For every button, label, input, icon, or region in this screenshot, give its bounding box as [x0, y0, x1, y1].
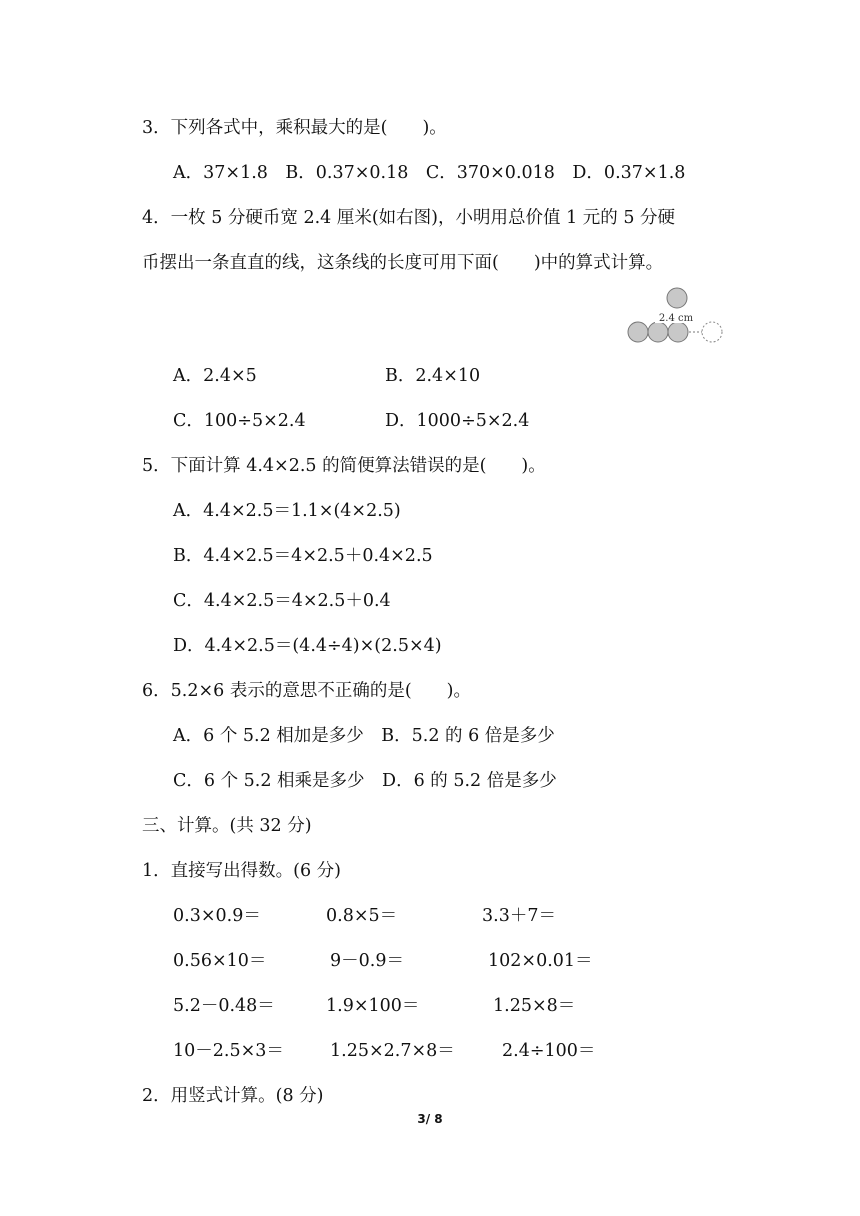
calc-item: 3.3＋7＝ [482, 906, 556, 926]
q6-stem: 6．5.2×6 表示的意思不正确的是( )。 [142, 681, 471, 701]
q4-option-d: D．1000÷5×2.4 [385, 411, 530, 431]
q4-option-b: B．2.4×10 [385, 366, 481, 386]
calc-item: 0.3×0.9＝ [173, 906, 261, 926]
calc-item: 0.56×10＝ [173, 951, 267, 971]
q4-option-c: C．100÷5×2.4 [173, 411, 306, 431]
coin-1 [628, 322, 648, 342]
coin-row-figure [622, 284, 728, 346]
section-3-sub2: 2．用竖式计算。(8 分) [142, 1086, 324, 1106]
q5-option-a: A．4.4×2.5＝1.1×(4×2.5) [173, 501, 401, 521]
coin-top [667, 288, 687, 308]
q3-options: A．37×1.8 B．0.37×0.18 C．370×0.018 D．0.37×1.8 [173, 163, 686, 183]
section-3-title: 三、计算。(共 32 分) [142, 816, 312, 836]
coin-3 [668, 322, 688, 342]
q4-stem-line1: 4．一枚 5 分硬币宽 2.4 厘米(如右图)，小明用总价值 1 元的 5 分硬 [142, 208, 676, 228]
q6-options-line1: A．6 个 5.2 相加是多少 B．5.2 的 6 倍是多少 [173, 726, 555, 746]
calc-item: 102×0.01＝ [488, 951, 593, 971]
calc-item: 5.2－0.48＝ [173, 996, 275, 1016]
coin-dashed [702, 322, 722, 342]
calc-item: 2.4÷100＝ [502, 1041, 596, 1061]
coin-2 [648, 322, 668, 342]
calc-item: 1.25×2.7×8＝ [330, 1041, 455, 1061]
calc-item: 0.8×5＝ [326, 906, 398, 926]
q4-stem-line2: 币摆出一条直直的线，这条线的长度可用下面( )中的算式计算。 [142, 253, 664, 273]
q5-option-d: D．4.4×2.5＝(4.4÷4)×(2.5×4) [173, 636, 442, 656]
figure-width-label: 2.4 cm [658, 313, 694, 324]
q4-option-a: A．2.4×5 [173, 366, 257, 386]
calc-item: 1.25×8＝ [493, 996, 576, 1016]
q6-options-line2: C．6 个 5.2 相乘是多少 D．6 的 5.2 倍是多少 [173, 771, 557, 791]
q5-option-b: B．4.4×2.5＝4×2.5＋0.4×2.5 [173, 546, 433, 566]
page-number: 3/ 8 [417, 1112, 443, 1126]
calc-item: 1.9×100＝ [326, 996, 420, 1016]
q5-stem: 5．下面计算 4.4×2.5 的简便算法错误的是( )。 [142, 456, 546, 476]
q3-stem: 3．下列各式中，乘积最大的是( )。 [142, 118, 447, 138]
section-3-sub1: 1．直接写出得数。(6 分) [142, 861, 341, 881]
calc-item: 9－0.9＝ [330, 951, 404, 971]
calc-item: 10－2.5×3＝ [173, 1041, 284, 1061]
q5-option-c: C．4.4×2.5＝4×2.5＋0.4 [173, 591, 391, 611]
